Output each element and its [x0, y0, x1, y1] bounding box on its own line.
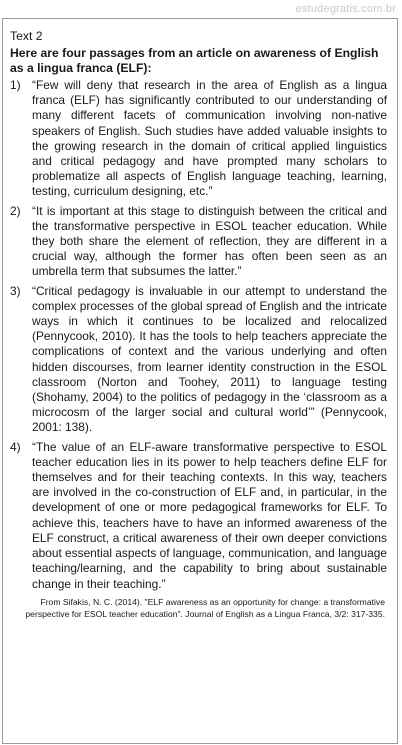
source-citation: From Sifakis, N. C. (2014). "ELF awareness as an opportunity for change: a transformative perspective for ESOL teacher education". Journal of English as a Lingua Franca, 3/2: 317-335.	[25, 596, 385, 619]
watermark: estudegratis.com.br	[295, 3, 396, 15]
text-label: Text 2	[10, 29, 43, 43]
passage-item	[10, 284, 387, 436]
text-box	[2, 18, 398, 744]
passage-item	[10, 204, 387, 280]
passage-number: 3)	[10, 283, 21, 298]
passage-text: “Critical pedagogy is invaluable in our attempt to understand the complex processes of the global spread of English and the intricate ways in which it continues to be localized and relocalized (Pennycook, 2010). It has the tools to help teachers appreciate the complications of context and the various underlying and often hidden discourses, from learner identity construction in the ESOL classroom (Norton and Toohey, 2011) to language testing (Shohamy, 2004) to the politics of pedagogy in the ‘classroom as a microcosm of the larger social and cultural world’” (Pennycook, 2001: 138).	[32, 283, 387, 435]
passage-list	[10, 78, 387, 592]
passages-heading: Here are four passages from an article on awareness of English as a lingua franca (ELF):	[10, 46, 379, 75]
passage-text: “The value of an ELF-aware transformative perspective to ESOL teacher education lies in its power to help teachers define ELF for themselves and for their teaching contexts. In this way, teachers are involved in the co-construction of ELF and, in particular, in the development of one or more pedagogical frameworks for ELF. To achieve this, teachers have to have an informed awareness of the ELF construct, a critical awareness of their own deeper convictions about essential aspects of language, communication, and language teaching/learning, and the capability to bring about sustainable change in their teaching.”	[32, 439, 387, 591]
passage-text: “It is important at this stage to distinguish between the critical and the transformative perspective in ESOL teacher education. While they both share the element of reflection, they are different in a crucial way, although the former has often been seen as an umbrella term that subsumes the latter.”	[32, 203, 387, 279]
passage-text: “Few will deny that research in the area of English as a lingua franca (ELF) has significantly contributed to our understanding of many different facets of communication involving non-native speakers of English. Such studies have added valuable insights to the growing research in the domain of critical applied linguistics and critical pedagogy and have prompted many scholars to problematize all aspects of English language teaching, learning, testing, curriculum designing, etc.”	[32, 78, 387, 199]
passage-item	[10, 78, 387, 200]
passage-item	[10, 440, 387, 592]
passage-number: 2)	[10, 203, 21, 218]
passage-number: 4)	[10, 439, 21, 454]
passage-number: 1)	[10, 78, 21, 92]
